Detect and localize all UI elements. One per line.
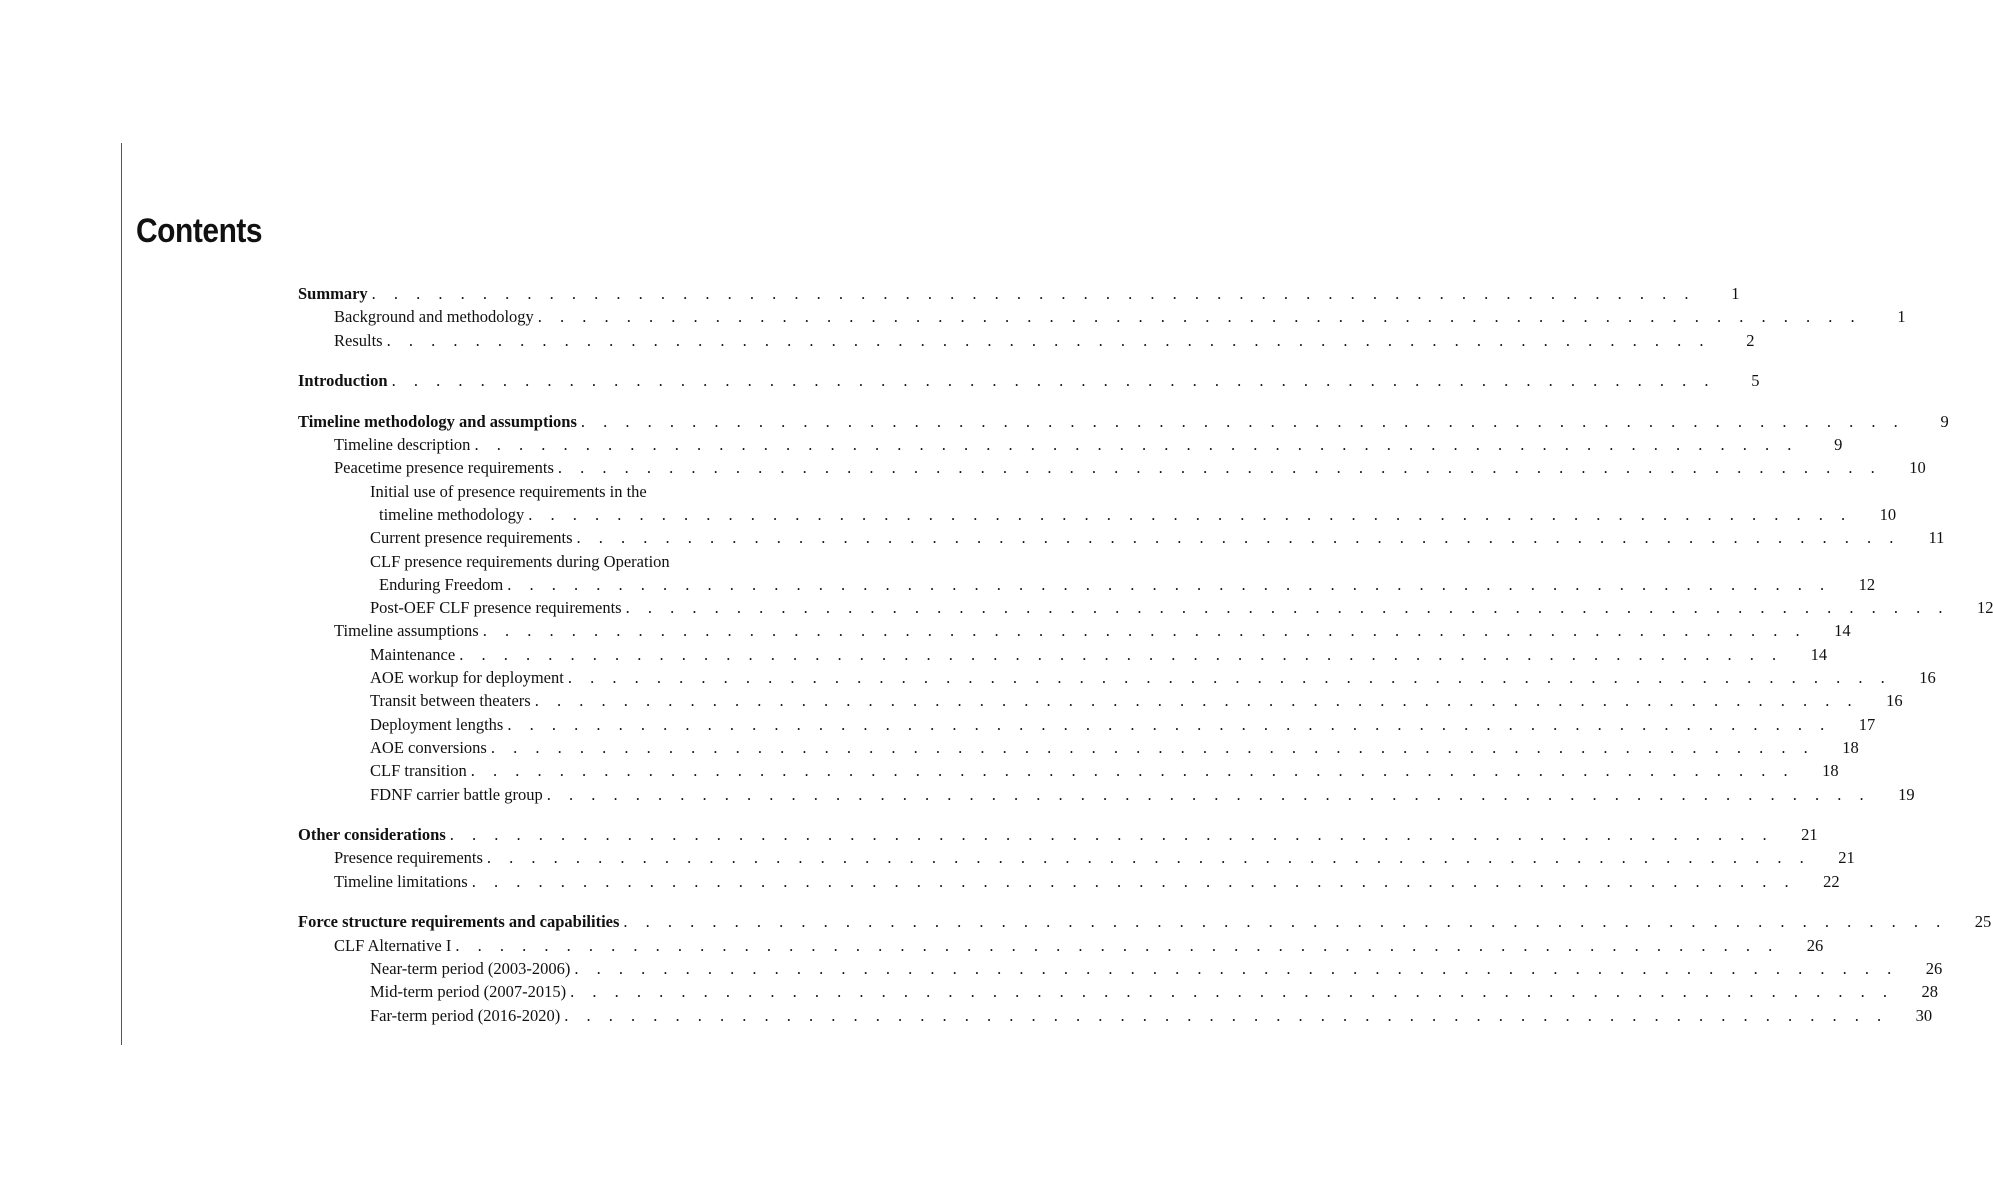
dot-leader: . . . . . . . . . . . . . . . . . . . . . . . . . . . . . . . . . . . . . . . . . . . . . . . . . . . . . . . . . . . . xyxy=(386,330,1711,350)
toc-entry[interactable] xyxy=(298,456,1926,479)
toc-entry[interactable] xyxy=(298,666,1936,689)
dot-leader: . . . . . . . . . . . . . . . . . . . . . . . . . . . . . . . . . . . . . . . . . . . . . . . . . . . . . . . . . . . . xyxy=(625,598,1950,618)
dot-leader: . . . . . . . . . . . . . . . . . . . . . . . . . . . . . . . . . . . . . . . . . . . . . . . . . . . . . . . . . . . . xyxy=(576,528,1901,548)
toc-entry[interactable] xyxy=(298,596,1993,619)
dot-leader: . . . . . . . . . . . . . . . . . . . . . . . . . . . . . . . . . . . . . . . . . . . . . . . . . . . . . . . . . . . . xyxy=(507,714,1832,734)
dot-leader: . . . . . . . . . . . . . . . . . . . . . . . . . . . . . . . . . . . . . . . . . . . . . . . . . . . . . . . . . . . . xyxy=(490,737,1815,757)
toc-entry-title: Timeline description xyxy=(334,435,471,455)
toc-entry-title: Far-term period (2016-2020) xyxy=(370,1005,561,1025)
table-of-contents xyxy=(298,282,1993,1044)
toc-entry[interactable] xyxy=(298,759,1839,782)
toc-page-number: 14 xyxy=(1834,621,1851,641)
toc-entry-title: Current presence requirements xyxy=(370,528,573,548)
dot-leader: . . . . . . . . . . . . . . . . . . . . . . . . . . . . . . . . . . . . . . . . . . . . . . . . . . . . . . . . . . . . xyxy=(471,871,1796,891)
toc-entry[interactable] xyxy=(298,689,1903,712)
toc-page-number: 26 xyxy=(1925,958,1943,978)
toc-entry[interactable] xyxy=(298,934,1824,957)
toc-page-number: 9 xyxy=(1834,435,1843,455)
dot-leader: . . . . . . . . . . . . . . . . . . . . . . . . . . . . . . . . . . . . . . . . . . . . . . . . . . . . . . . . . . . . xyxy=(564,1005,1889,1025)
toc-entry-title: Timeline methodology and assumptions xyxy=(298,411,577,431)
toc-entry-title: Initial use of presence requirements in the xyxy=(370,481,647,501)
toc-page-number: 19 xyxy=(1898,784,1915,804)
toc-entry-title: Introduction xyxy=(298,371,388,391)
toc-entry-title: CLF transition xyxy=(370,761,467,781)
toc-entry-title: AOE conversions xyxy=(370,737,487,757)
toc-chapter-entry[interactable] xyxy=(298,823,1818,846)
toc-entry-title: Summary xyxy=(298,284,368,303)
dot-leader: . . . . . . . . . . . . . . . . . . . . . . . . . . . . . . . . . . . . . . . . . . . . . . . . . . . . . . . . . . . . xyxy=(455,935,1780,955)
dot-leader: . . . . . . . . . . . . . . . . . . . . . . . . . . . . . . . . . . . . . . . . . . . . . . . . . . . . . . . . . . . . xyxy=(371,284,1696,303)
toc-entry[interactable] xyxy=(298,526,1945,549)
toc-entry-title: Results xyxy=(334,330,383,350)
margin-rule xyxy=(121,143,122,1045)
dot-leader: . . . . . . . . . . . . . . . . . . . . . . . . . . . . . . . . . . . . . . . . . . . . . . . . . . . . . . . . . . . . xyxy=(570,982,1894,1002)
toc-entry-title: Transit between theaters xyxy=(370,691,531,711)
toc-section xyxy=(298,910,1992,1026)
toc-page-number: 21 xyxy=(1801,825,1818,845)
toc-entry[interactable] xyxy=(298,736,1859,759)
dot-leader: . . . . . . . . . . . . . . . . . . . . . . . . . . . . . . . . . . . . . . . . . . . . . . . . . . . . . . . . . . . . xyxy=(537,307,1862,327)
toc-entry-title: Peacetime presence requirements xyxy=(334,458,554,478)
toc-page-number: 1 xyxy=(1731,284,1740,303)
toc-section xyxy=(298,282,1906,352)
dot-leader: . . . . . . . . . . . . . . . . . . . . . . . . . . . . . . . . . . . . . . . . . . . . . . . . . . . . . . . . . . . . xyxy=(580,411,1905,431)
toc-page-number: 18 xyxy=(1822,761,1839,781)
toc-entry-title: Timeline limitations xyxy=(334,871,468,891)
toc-entry[interactable] xyxy=(298,643,1828,666)
dot-leader: . . . . . . . . . . . . . . . . . . . . . . . . . . . . . . . . . . . . . . . . . . . . . . . . . . . . . . . . . . . . xyxy=(391,371,1716,391)
toc-entry-title: Other considerations xyxy=(298,825,446,845)
toc-entry-title: FDNF carrier battle group xyxy=(370,784,543,804)
toc-page-number: 2 xyxy=(1746,330,1755,350)
toc-entry[interactable] xyxy=(298,980,1938,1003)
toc-chapter-entry[interactable] xyxy=(298,282,1740,305)
toc-entry[interactable] xyxy=(298,783,1915,806)
toc-entry[interactable] xyxy=(298,503,1897,526)
dot-leader: . . . . . . . . . . . . . . . . . . . . . . . . . . . . . . . . . . . . . . . . . . . . . . . . . . . . . . . . . . . . xyxy=(449,825,1774,845)
dot-leader: . . . . . . . . . . . . . . . . . . . . . . . . . . . . . . . . . . . . . . . . . . . . . . . . . . . . . . . . . . . . xyxy=(507,574,1832,594)
toc-page-number: 30 xyxy=(1915,1005,1933,1025)
dot-leader: . . . . . . . . . . . . . . . . . . . . . . . . . . . . . . . . . . . . . . . . . . . . . . . . . . . . . . . . . . . . xyxy=(482,621,1807,641)
toc-chapter-entry[interactable] xyxy=(298,410,1949,433)
toc-entry[interactable] xyxy=(298,1004,1933,1027)
toc-page-number: 1 xyxy=(1897,307,1906,327)
toc-section xyxy=(298,369,1760,392)
toc-page-number: 10 xyxy=(1909,458,1926,478)
toc-entry-title: CLF presence requirements during Operation xyxy=(370,551,670,571)
toc-section xyxy=(298,410,1993,806)
dot-leader: . . . . . . . . . . . . . . . . . . . . . . . . . . . . . . . . . . . . . . . . . . . . . . . . . . . . . . . . . . . . xyxy=(574,958,1899,978)
toc-page-number: 14 xyxy=(1810,644,1828,664)
toc-entry-title: Near-term period (2003-2006) xyxy=(370,958,571,978)
toc-page-number: 12 xyxy=(1858,574,1876,594)
toc-entry[interactable] xyxy=(298,713,1876,736)
dot-leader: . . . . . . . . . . . . . . . . . . . . . . . . . . . . . . . . . . . . . . . . . . . . . . . . . . . . . . . . . . . . xyxy=(567,668,1892,688)
toc-entry-title: CLF Alternative I xyxy=(334,935,452,955)
toc-page-number: 9 xyxy=(1940,411,1949,431)
toc-entry[interactable] xyxy=(298,329,1755,352)
toc-entry[interactable] xyxy=(298,846,1855,869)
toc-page-number: 16 xyxy=(1886,691,1903,711)
dot-leader: . . . . . . . . . . . . . . . . . . . . . . . . . . . . . . . . . . . . . . . . . . . . . . . . . . . . . . . . . . . . xyxy=(534,691,1859,711)
toc-chapter-entry[interactable] xyxy=(298,369,1760,392)
toc-entry[interactable] xyxy=(298,305,1906,328)
toc-entry-title: Post-OEF CLF presence requirements xyxy=(370,598,622,618)
toc-entry-title: Enduring Freedom xyxy=(379,574,504,594)
toc-entry[interactable] xyxy=(298,619,1851,642)
dot-leader: . . . . . . . . . . . . . . . . . . . . . . . . . . . . . . . . . . . . . . . . . . . . . . . . . . . . . . . . . . . . xyxy=(486,848,1811,868)
toc-entry-title: AOE workup for deployment xyxy=(370,668,564,688)
dot-leader: . . . . . . . . . . . . . . . . . . . . . . . . . . . . . . . . . . . . . . . . . . . . . . . . . . . . . . . . . . . . xyxy=(474,435,1799,455)
toc-entry-title: Timeline assumptions xyxy=(334,621,479,641)
dot-leader: . . . . . . . . . . . . . . . . . . . . . . . . . . . . . . . . . . . . . . . . . . . . . . . . . . . . . . . . . . . . xyxy=(546,784,1871,804)
page-title: Contents xyxy=(136,212,263,250)
toc-entry-title: Force structure requirements and capabilities xyxy=(298,912,620,932)
toc-page-number: 28 xyxy=(1921,982,1938,1002)
toc-page-number: 22 xyxy=(1823,871,1840,891)
toc-page-number: 5 xyxy=(1751,371,1760,391)
toc-entry[interactable] xyxy=(298,957,1943,980)
toc-page-number: 12 xyxy=(1976,598,1993,618)
toc-page-number: 18 xyxy=(1842,737,1859,757)
toc-page-number: 26 xyxy=(1806,935,1824,955)
toc-entry-title: Maintenance xyxy=(370,644,456,664)
dot-leader: . . . . . . . . . . . . . . . . . . . . . . . . . . . . . . . . . . . . . . . . . . . . . . . . . . . . . . . . . . . . xyxy=(470,761,1795,781)
toc-entry-title: Mid-term period (2007-2015) xyxy=(370,982,567,1002)
toc-entry[interactable] xyxy=(298,433,1843,456)
toc-entry-title: Presence requirements xyxy=(334,848,483,868)
toc-page-number: 11 xyxy=(1928,528,1945,548)
toc-entry[interactable] xyxy=(298,480,812,503)
toc-page-number: 21 xyxy=(1838,848,1855,868)
toc-entry-title: Deployment lengths xyxy=(370,714,504,734)
toc-page-number: 17 xyxy=(1858,714,1876,734)
dot-leader: . . . . . . . . . . . . . . . . . . . . . . . . . . . . . . . . . . . . . . . . . . . . . . . . . . . . . . . . . . . . xyxy=(623,912,1948,932)
toc-page-number: 10 xyxy=(1879,504,1897,524)
toc-entry-title: timeline methodology xyxy=(379,504,525,524)
dot-leader: . . . . . . . . . . . . . . . . . . . . . . . . . . . . . . . . . . . . . . . . . . . . . . . . . . . . . . . . . . . . xyxy=(557,458,1882,478)
toc-entry[interactable] xyxy=(298,870,1840,893)
toc-entry[interactable] xyxy=(298,550,812,573)
toc-section xyxy=(298,823,1855,893)
dot-leader: . . . . . . . . . . . . . . . . . . . . . . . . . . . . . . . . . . . . . . . . . . . . . . . . . . . . . . . . . . . . xyxy=(459,644,1784,664)
toc-chapter-entry[interactable] xyxy=(298,910,1992,933)
toc-page-number: 25 xyxy=(1974,912,1992,932)
toc-entry[interactable] xyxy=(298,573,1876,596)
toc-entry-title: Background and methodology xyxy=(334,307,534,327)
toc-page-number: 16 xyxy=(1919,668,1936,688)
dot-leader: . . . . . . . . . . . . . . . . . . . . . . . . . . . . . . . . . . . . . . . . . . . . . . . . . . . . . . . . . . . . xyxy=(528,504,1853,524)
